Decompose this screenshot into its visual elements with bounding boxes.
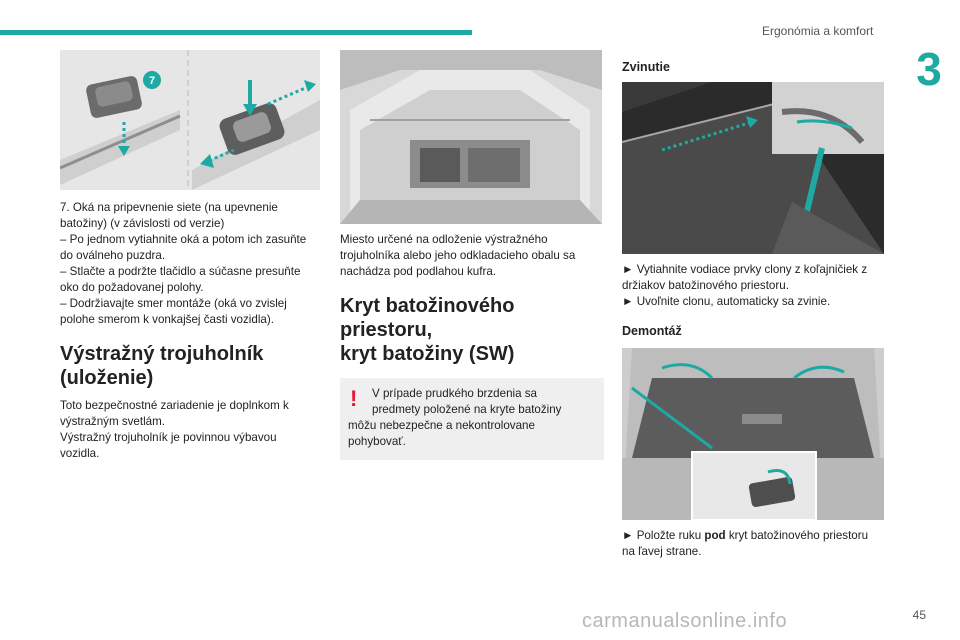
heading-roll-up: Zvinutie bbox=[622, 60, 670, 74]
warning-text bbox=[348, 386, 596, 450]
roll-up-steps bbox=[622, 262, 884, 310]
heading-luggage-cover bbox=[340, 294, 604, 366]
figure-trunk-floor bbox=[340, 50, 602, 224]
warning-triangle-body bbox=[60, 398, 322, 462]
step-text: ► Položte ruku bbox=[622, 529, 705, 542]
caption-line: – Dodržiavajte smer montáže (oká vo zvislej bbox=[60, 297, 287, 310]
figure-removal bbox=[622, 348, 884, 520]
warning-line: pohybovať. bbox=[348, 435, 406, 448]
body-line: Výstražný trojuholník je povinnou výbavou bbox=[60, 431, 277, 444]
heading-line: (uloženie) bbox=[60, 367, 154, 389]
body-line: vozidla. bbox=[60, 447, 100, 460]
figure-roll-up bbox=[622, 82, 884, 254]
column-left bbox=[60, 50, 322, 462]
callout-badge: 7 bbox=[148, 75, 156, 87]
body-line: výstražným svetlám. bbox=[60, 415, 166, 428]
step-line: na ľavej strane. bbox=[622, 545, 702, 558]
caption-line: do oválneho puzdra. bbox=[60, 249, 166, 262]
chapter-number: 3 bbox=[898, 44, 960, 94]
warning-exclamation-icon: ! bbox=[350, 386, 358, 411]
heading-line: Kryt batožinového priestoru, bbox=[340, 295, 515, 341]
caption-line: 7. Oká na pripevnenie siete (na upevnenie bbox=[60, 201, 278, 214]
step-line: ► Vytiahnite vodiace prvky clony z koľajničiek z bbox=[622, 263, 868, 276]
caption-line: polohe smerom k vonkajšej časti vozidla). bbox=[60, 313, 274, 326]
warning-box bbox=[340, 378, 604, 460]
step-line: ► Uvoľnite clonu, automaticky sa zvinie. bbox=[622, 295, 831, 308]
figure-net-hooks bbox=[60, 50, 320, 190]
heading-warning-triangle bbox=[60, 342, 322, 390]
column-right bbox=[622, 50, 884, 560]
body-line: Toto bezpečnostné zariadenie je doplnkom k bbox=[60, 399, 289, 412]
header-accent-bar bbox=[0, 30, 472, 35]
caption-line: batožiny) (v závislosti od verzie) bbox=[60, 217, 225, 230]
caption-line: oko do požadovanej polohy. bbox=[60, 281, 204, 294]
step-line bbox=[622, 528, 884, 544]
caption-line: Miesto určené na odloženie výstražného bbox=[340, 233, 548, 246]
warning-line: predmety položené na kryte batožiny bbox=[372, 403, 562, 416]
step-emphasis: pod bbox=[704, 529, 726, 542]
page-number: 45 bbox=[912, 608, 926, 622]
watermark: carmanualsonline.info bbox=[582, 610, 788, 632]
heading-removal: Demontáž bbox=[622, 324, 682, 338]
step-text: kryt batožinového priestoru bbox=[725, 529, 869, 542]
section-title: Ergonómia a komfort bbox=[762, 24, 874, 38]
trunk-floor-caption bbox=[340, 232, 604, 280]
heading-line: kryt batožiny (SW) bbox=[340, 343, 515, 365]
heading-line: Výstražný trojuholník bbox=[60, 343, 264, 365]
warning-line: V prípade prudkého brzdenia sa bbox=[372, 387, 538, 400]
caption-line: nachádza pod podlahou kufra. bbox=[340, 265, 496, 278]
caption-line: – Stlačte a podržte tlačidlo a súčasne presuňte bbox=[60, 265, 301, 278]
hooks-caption bbox=[60, 200, 322, 328]
column-middle bbox=[340, 50, 604, 460]
caption-line: trojuholníka alebo jeho odkladacieho obalu sa bbox=[340, 249, 576, 262]
warning-line: môžu nebezpečne a nekontrolovane bbox=[348, 419, 535, 432]
step-line: držiakov batožinového priestoru. bbox=[622, 279, 789, 292]
caption-line: – Po jednom vytiahnite oká a potom ich zasuňte bbox=[60, 233, 307, 246]
removal-step bbox=[622, 528, 884, 560]
